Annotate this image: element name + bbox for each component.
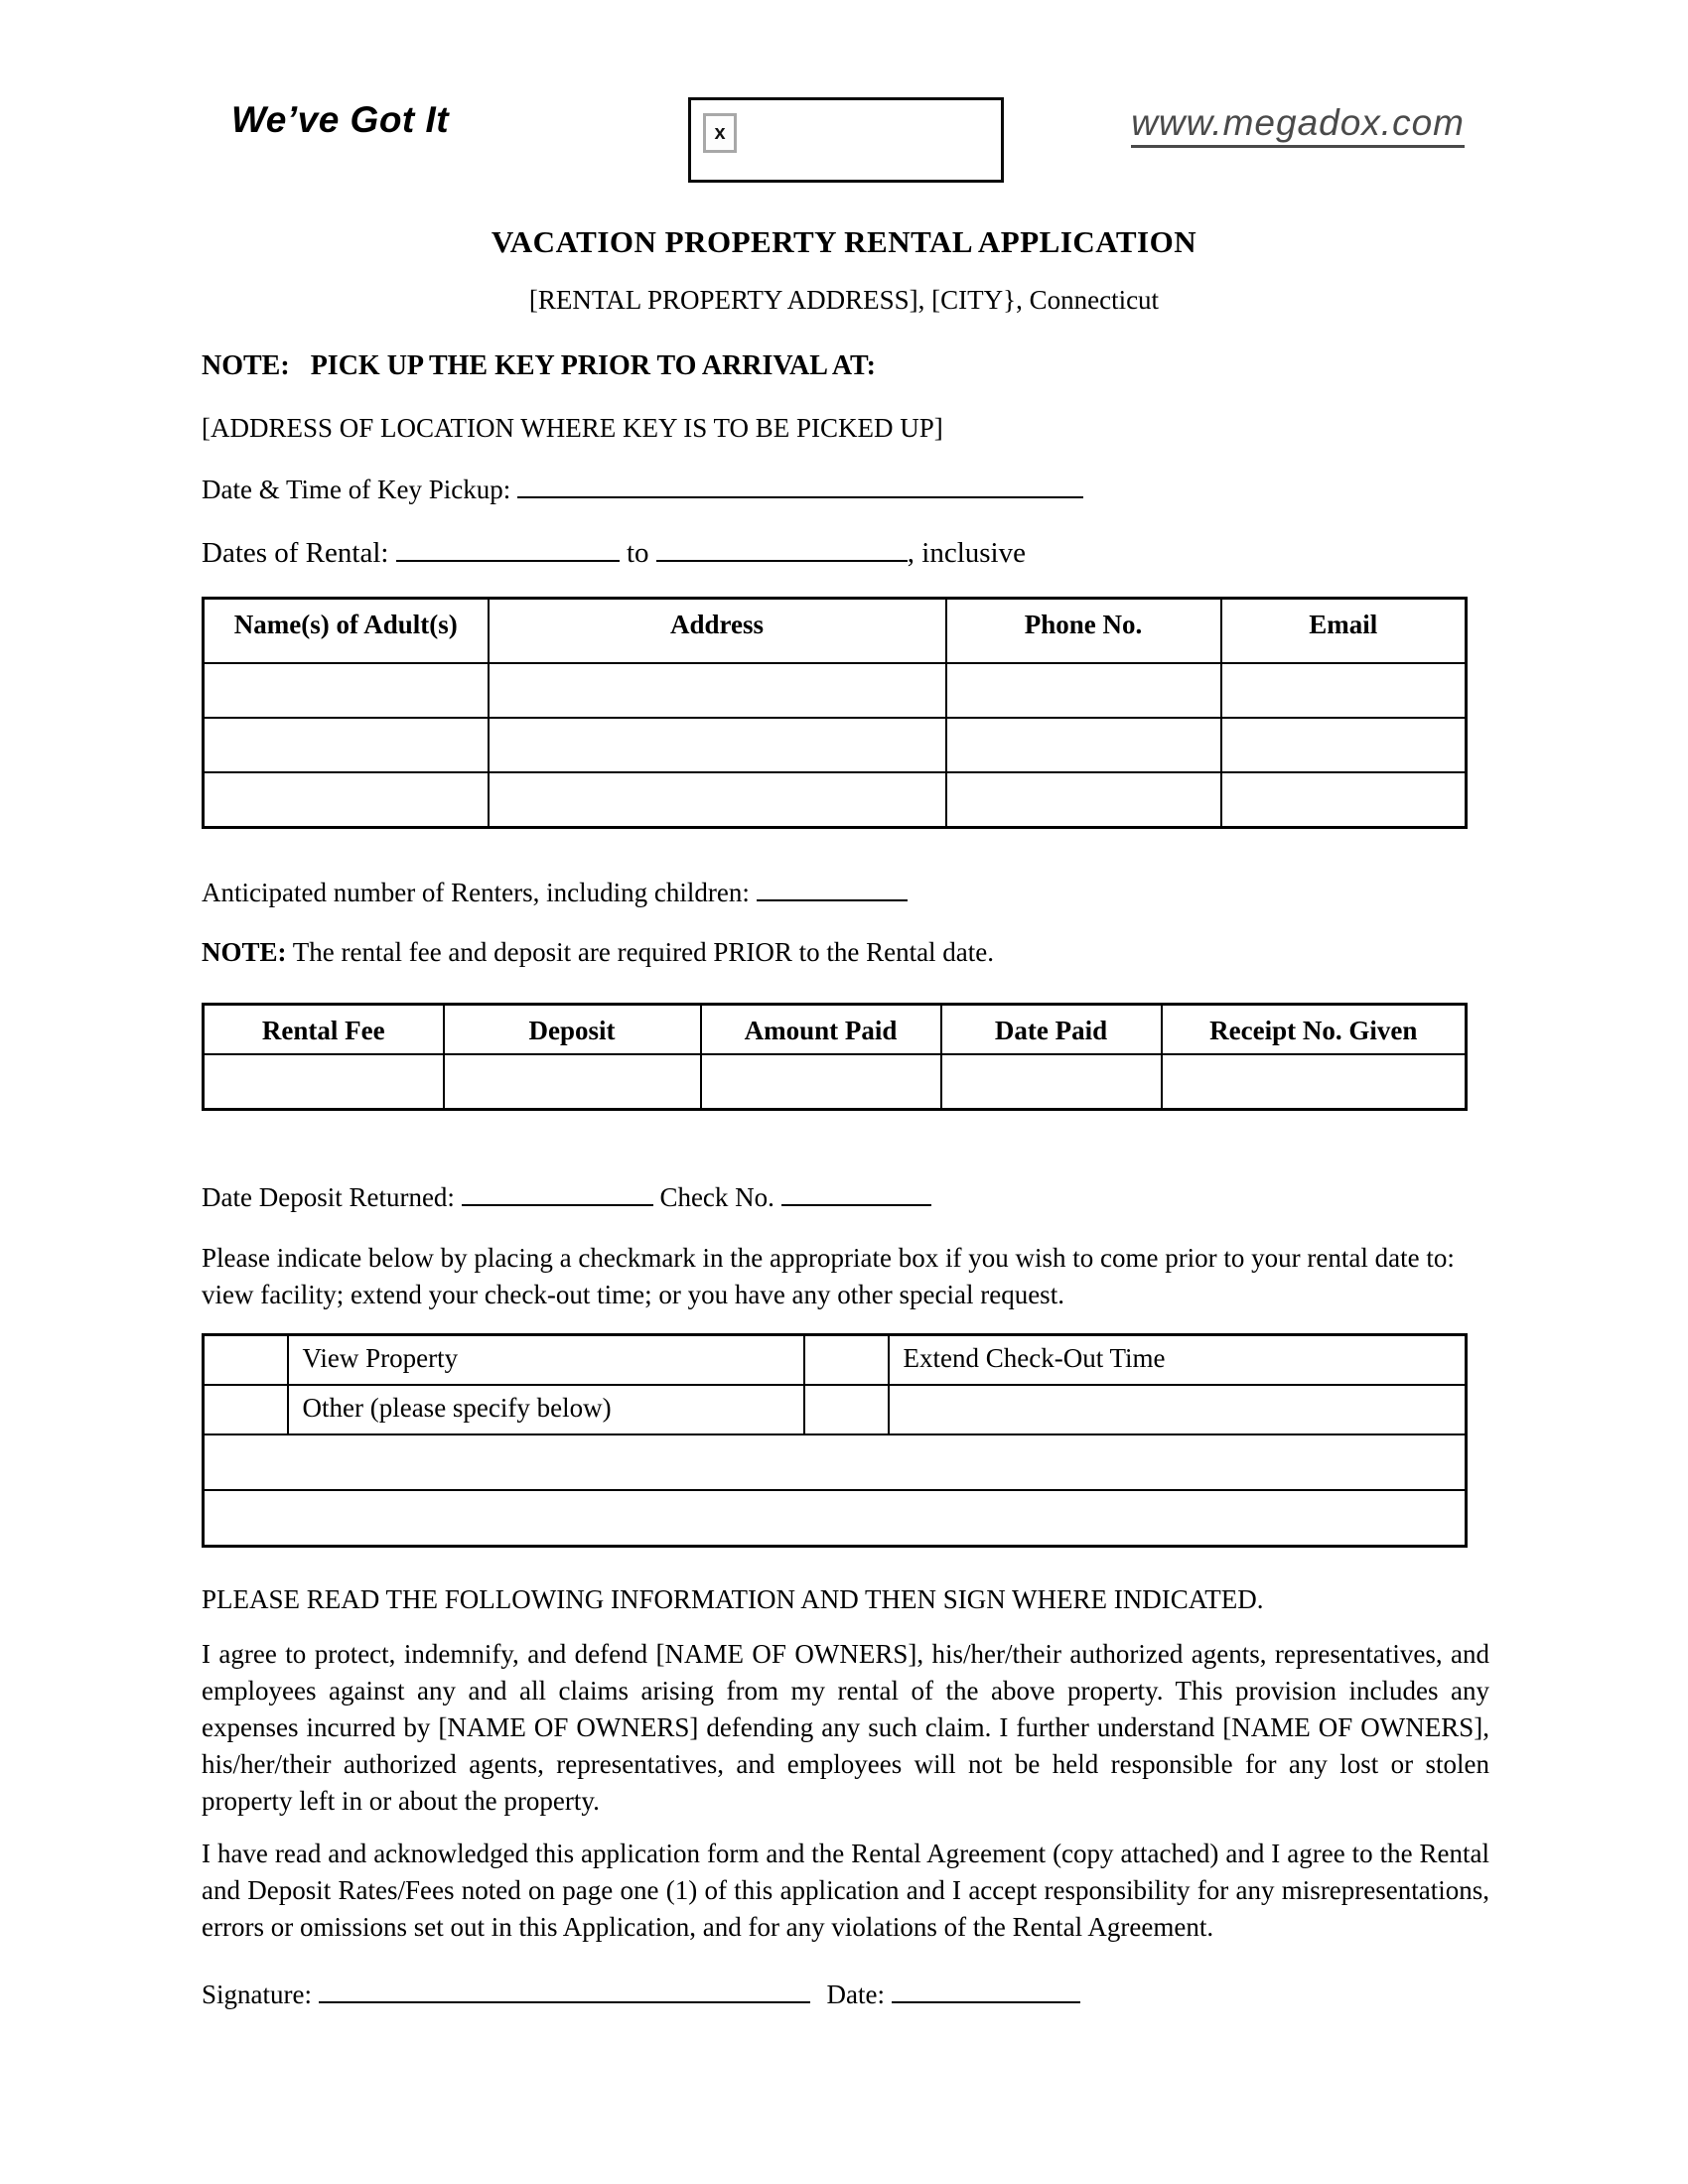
- signature-label: Signature:: [202, 1979, 312, 2009]
- fee-note-label: NOTE:: [202, 937, 287, 967]
- key-pickup-note: [202, 349, 1489, 383]
- request-row-2: [204, 1385, 1467, 1434]
- form-body: [202, 349, 1489, 2011]
- table-cell[interactable]: [1221, 718, 1467, 772]
- rental-dates-suffix: , inclusive: [907, 537, 1026, 569]
- table-cell[interactable]: [489, 718, 946, 772]
- signature-date-field[interactable]: [892, 1976, 1080, 2003]
- table-cell[interactable]: [941, 1054, 1162, 1110]
- request-empty-checkbox-cell: [804, 1385, 889, 1434]
- view-property-checkbox[interactable]: [204, 1335, 288, 1386]
- table-cell[interactable]: [701, 1054, 941, 1110]
- fees-table: [202, 1003, 1468, 1111]
- fees-col-deposit: Deposit: [444, 1005, 701, 1055]
- fees-col-receipt-no: Receipt No. Given: [1162, 1005, 1467, 1055]
- key-pickup-datetime-row: [202, 471, 1489, 506]
- table-row: [204, 718, 1467, 772]
- fees-col-date-paid: Date Paid: [941, 1005, 1162, 1055]
- brand-logo-text: We’ve Got It: [231, 99, 450, 140]
- other-request-label: Other (please specify below): [288, 1385, 804, 1434]
- property-address-subtitle: [RENTAL PROPERTY ADDRESS], [CITY}, Connecticut: [528, 285, 1160, 315]
- renters-count-row: [202, 874, 1489, 909]
- rental-dates-row: [202, 534, 1489, 572]
- rental-date-from-field[interactable]: [396, 534, 620, 562]
- extend-checkout-checkbox[interactable]: [804, 1335, 889, 1386]
- table-cell[interactable]: [204, 772, 489, 828]
- special-request-table: [202, 1333, 1468, 1548]
- fees-col-amount-paid: Amount Paid: [701, 1005, 941, 1055]
- request-row-1: [204, 1335, 1467, 1386]
- other-specify-field-line-1[interactable]: [204, 1434, 1467, 1490]
- view-property-label: View Property: [288, 1335, 804, 1386]
- adults-col-email: Email: [1221, 599, 1467, 664]
- adults-table-header-row: [204, 599, 1467, 664]
- signature-date-label: Date:: [826, 1979, 885, 2009]
- special-request-intro: Please indicate below by placing a checkmark in the appropriate box if you wish to come prior to your rental date to: view facility; extend your check-out time; or you have any other special request.: [202, 1243, 1455, 1309]
- check-no-field[interactable]: [781, 1178, 931, 1206]
- broken-image-icon: x: [703, 113, 737, 153]
- rental-date-to-field[interactable]: [656, 534, 908, 562]
- adults-col-phone: Phone No.: [946, 599, 1221, 664]
- signature-row: [202, 1976, 1489, 2011]
- table-cell[interactable]: [946, 772, 1221, 828]
- key-pickup-datetime-field[interactable]: [517, 471, 1083, 498]
- indemnity-paragraph: I agree to protect, indemnify, and defend [NAME OF OWNERS], his/her/their authorized agents, representatives, and employees against any and all claims arising from my rental of the above property. This provision includes any expenses incurred by [NAME OF OWNERS] defending any such claim. I further understand [NAME OF OWNERS], his/her/their authorized agents, representatives, and employees will not be held responsible for any lost or stolen property left in or about the property.: [202, 1639, 1489, 1816]
- table-cell[interactable]: [489, 663, 946, 718]
- table-cell[interactable]: [1221, 772, 1467, 828]
- image-placeholder-box: [688, 97, 1004, 183]
- table-row: [204, 1054, 1467, 1110]
- fees-col-rental-fee: Rental Fee: [204, 1005, 444, 1055]
- request-empty-cell: [889, 1385, 1467, 1434]
- table-cell[interactable]: [444, 1054, 701, 1110]
- fee-note: [202, 935, 1489, 969]
- website-link[interactable]: www.megadox.com: [1131, 102, 1465, 148]
- table-cell[interactable]: [1162, 1054, 1467, 1110]
- note-text: PICK UP THE KEY PRIOR TO ARRIVAL AT:: [310, 350, 876, 381]
- table-cell[interactable]: [1221, 663, 1467, 718]
- table-cell[interactable]: [204, 718, 489, 772]
- signature-field[interactable]: [319, 1976, 810, 2003]
- rental-dates-to-word: to: [626, 537, 649, 569]
- fee-note-text: The rental fee and deposit are required PRIOR to the Rental date.: [292, 937, 995, 967]
- deposit-returned-date-field[interactable]: [462, 1178, 653, 1206]
- renters-count-field[interactable]: [757, 874, 908, 901]
- page-title: VACATION PROPERTY RENTAL APPLICATION: [491, 224, 1197, 259]
- adults-col-address: Address: [489, 599, 946, 664]
- acknowledgement-paragraph: I have read and acknowledged this application form and the Rental Agreement (copy attached) and I agree to the Rental and Deposit Rates/Fees noted on page one (1) of this application and I accept responsibility for any misrepresentations, errors or omissions set out in this Application, and for any violations of the Rental Agreement.: [202, 1839, 1489, 1942]
- page-header: [0, 0, 1688, 199]
- table-cell[interactable]: [489, 772, 946, 828]
- request-specify-row-1: [204, 1434, 1467, 1490]
- adults-col-name: Name(s) of Adult(s): [204, 599, 489, 664]
- deposit-returned-row: [202, 1178, 1489, 1214]
- extend-checkout-label: Extend Check-Out Time: [889, 1335, 1467, 1386]
- table-cell[interactable]: [946, 718, 1221, 772]
- key-pickup-datetime-label: Date & Time of Key Pickup:: [202, 475, 511, 504]
- renters-count-label: Anticipated number of Renters, including children:: [202, 878, 750, 907]
- table-cell[interactable]: [204, 1054, 444, 1110]
- check-no-label: Check No.: [659, 1182, 774, 1212]
- sign-instruction: PLEASE READ THE FOLLOWING INFORMATION AND THEN SIGN WHERE INDICATED.: [202, 1584, 1264, 1614]
- table-cell[interactable]: [204, 663, 489, 718]
- table-cell[interactable]: [946, 663, 1221, 718]
- deposit-returned-label: Date Deposit Returned:: [202, 1182, 455, 1212]
- other-request-checkbox[interactable]: [204, 1385, 288, 1434]
- table-row: [204, 772, 1467, 828]
- other-specify-field-line-2[interactable]: [204, 1490, 1467, 1547]
- rental-dates-label: Dates of Rental:: [202, 537, 389, 569]
- note-label: NOTE:: [202, 350, 290, 381]
- key-pickup-address-placeholder: [ADDRESS OF LOCATION WHERE KEY IS TO BE PICKED UP]: [202, 413, 943, 443]
- adults-table: [202, 597, 1468, 829]
- table-row: [204, 663, 1467, 718]
- fees-table-header-row: [204, 1005, 1467, 1055]
- request-specify-row-2: [204, 1490, 1467, 1547]
